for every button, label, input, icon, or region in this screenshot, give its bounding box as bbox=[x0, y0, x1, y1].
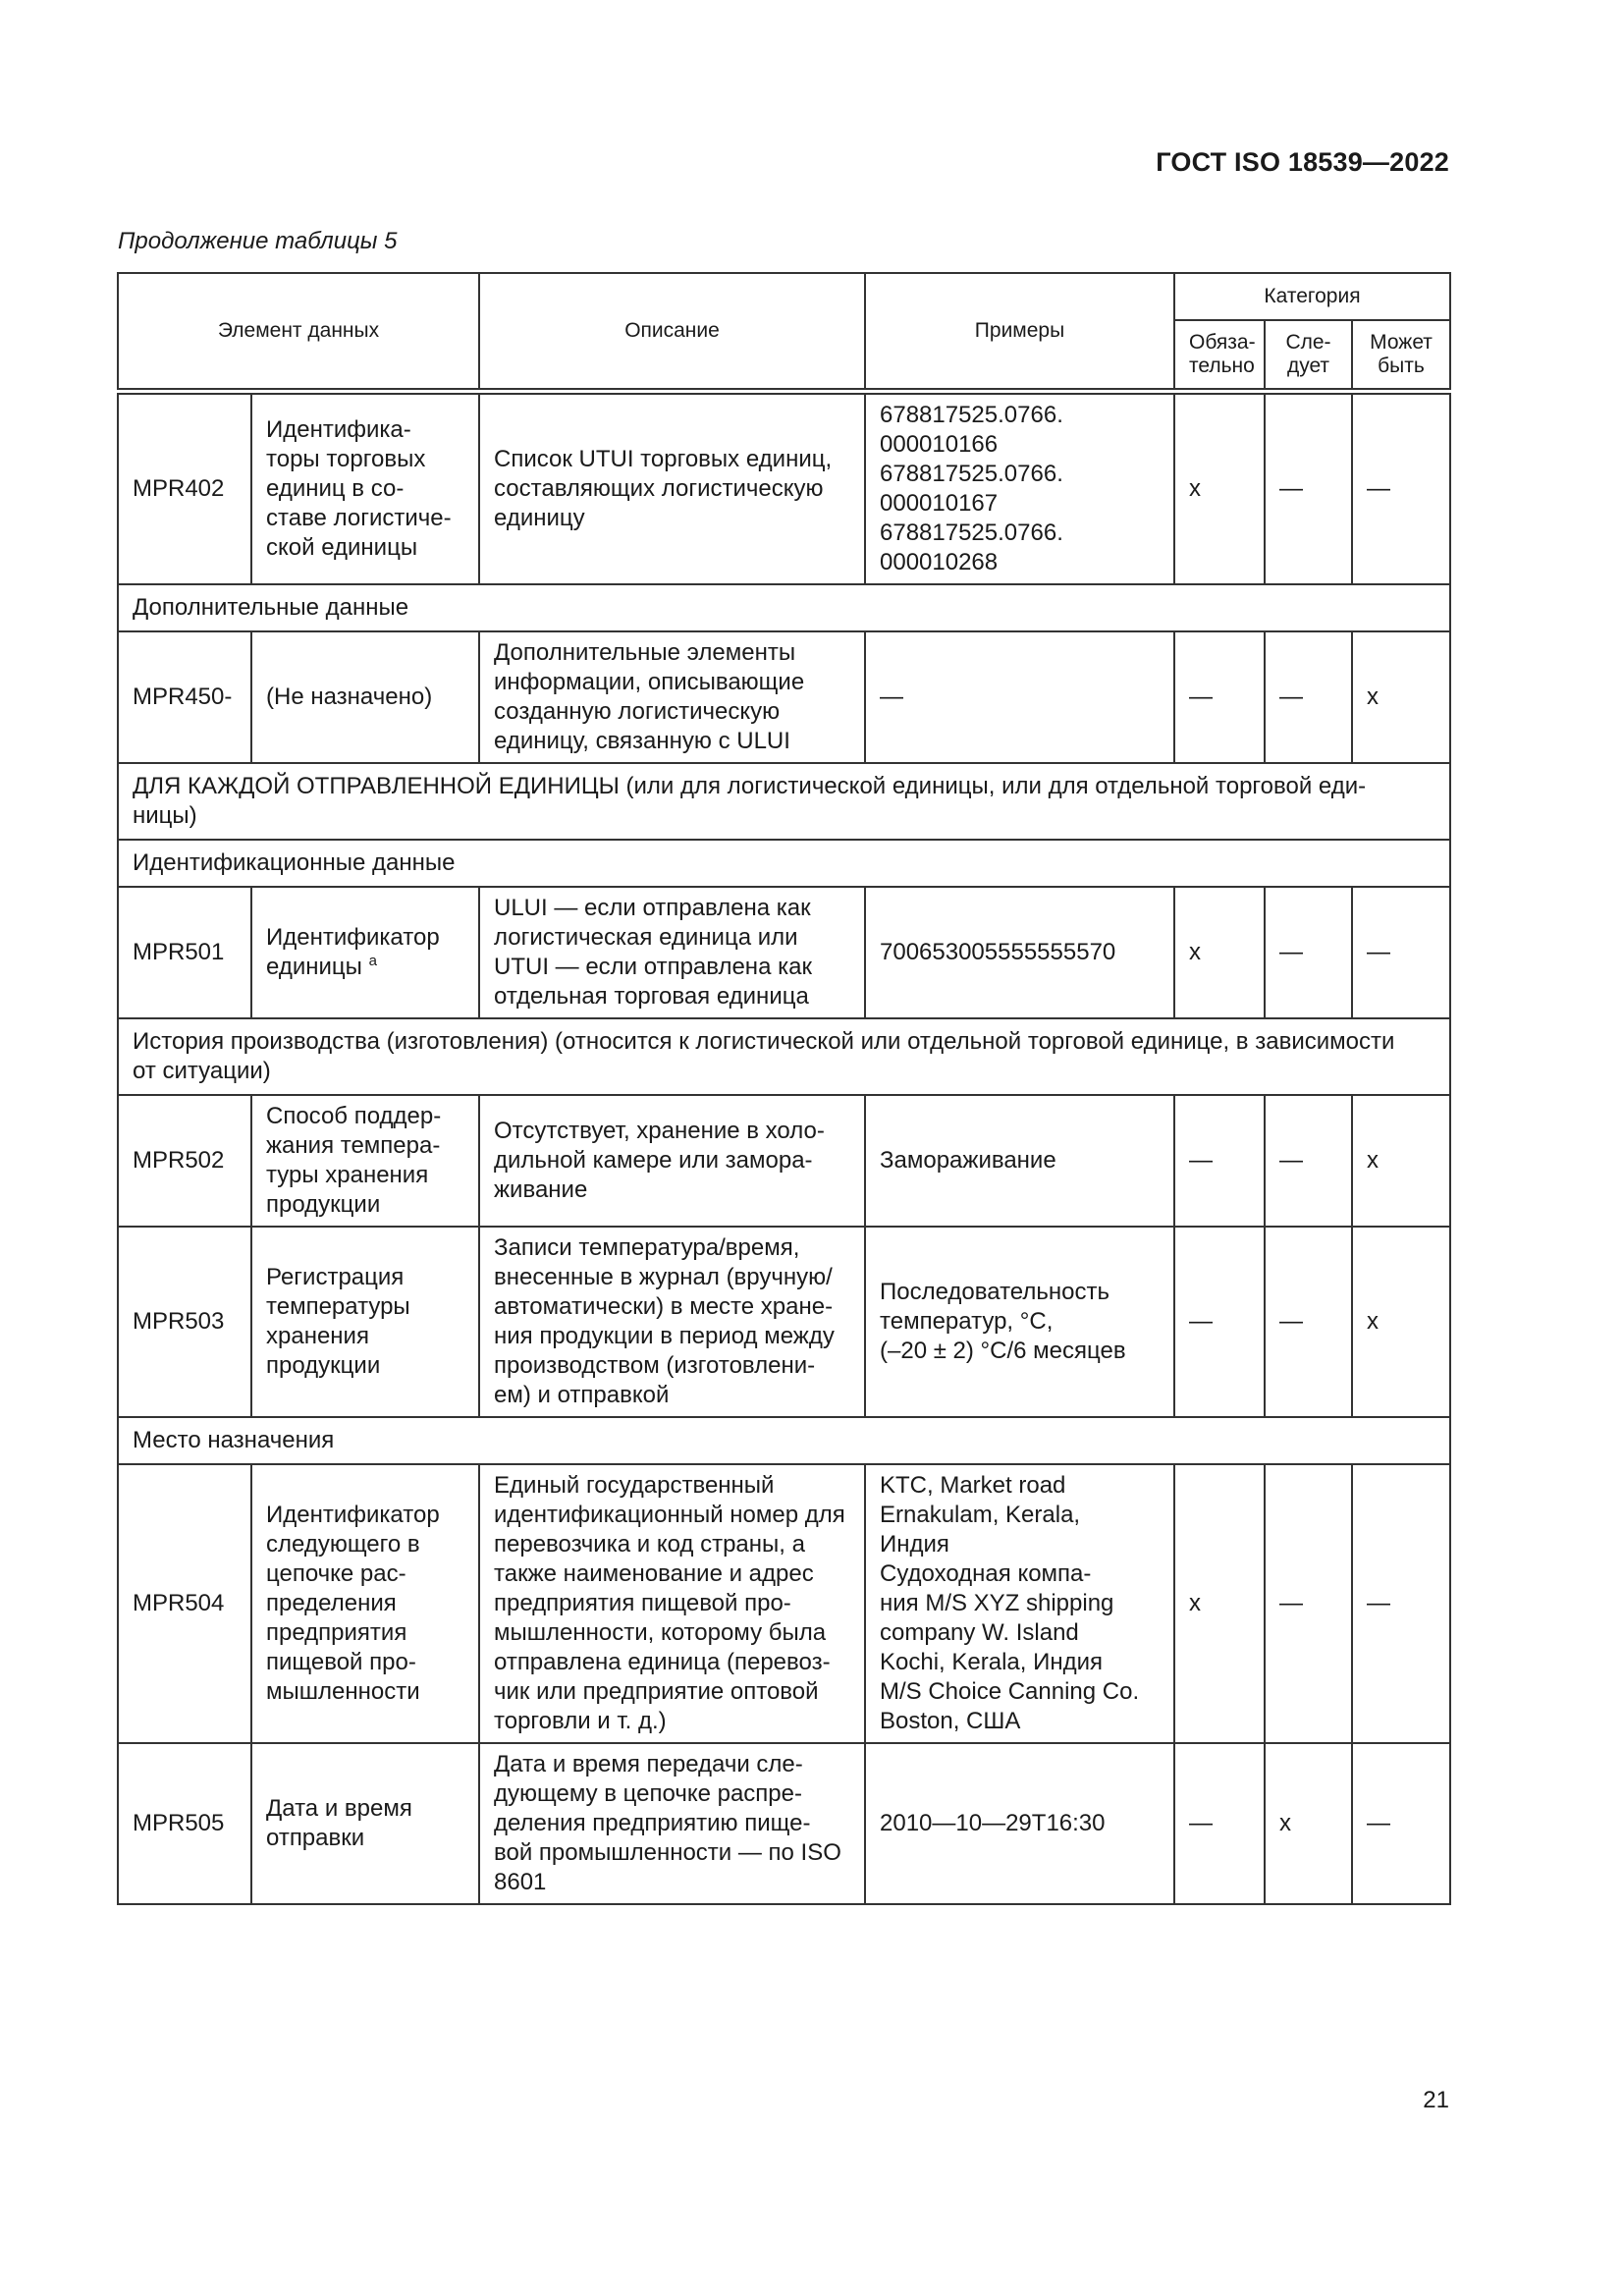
category-may: — bbox=[1352, 1464, 1450, 1743]
table-row bbox=[118, 631, 1450, 763]
category-may: — bbox=[1352, 394, 1450, 584]
element-description: Список UTUI торговых единиц, составляющих логистическую единицу bbox=[479, 394, 865, 584]
category-should: — bbox=[1265, 394, 1352, 584]
element-description: Единый государственный идентификационный номер для перевозчика и код страны, а также наименование и адрес предприятия пищевой про- мышленности, которому была отправлена единица (перевоз- чик или предприятие оптовой торговли и т. д.) bbox=[479, 1464, 865, 1743]
element-name: Регистрация температуры хранения продукции bbox=[251, 1227, 479, 1417]
header-should: Сле- дует bbox=[1265, 320, 1352, 389]
element-description: Записи температура/время, внесенные в журнал (вручную/ автоматически) в месте хране- ния продукции в период между производством (изготовлени- ем) и отправкой bbox=[479, 1227, 865, 1417]
element-name: Идентификатор следующего в цепочке рас- пределения предприятия пищевой про- мышленности bbox=[251, 1464, 479, 1743]
header-mandatory: Обяза- тельно bbox=[1174, 320, 1265, 389]
category-should: — bbox=[1265, 1464, 1352, 1743]
category-mandatory: — bbox=[1174, 1227, 1265, 1417]
element-code: MPR504 bbox=[118, 1464, 251, 1743]
element-name: (Не назначено) bbox=[251, 631, 479, 763]
category-mandatory: x bbox=[1174, 1464, 1265, 1743]
header-description: Описание bbox=[479, 273, 865, 389]
section-title: Место назначения bbox=[118, 1417, 1450, 1464]
table-caption: Продолжение таблицы 5 bbox=[118, 228, 398, 254]
element-examples: KTC, Market road Ernakulam, Kerala, Индия Судоходная компа- ния M/S XYZ shipping company W. Island Kochi, Kerala, Индия M/S Choice Canning Co. Boston, США bbox=[865, 1464, 1174, 1743]
element-examples: 700653005555555570 bbox=[865, 887, 1174, 1018]
element-examples: 2010—10—29T16:30 bbox=[865, 1743, 1174, 1904]
category-may: — bbox=[1352, 1743, 1450, 1904]
category-mandatory: x bbox=[1174, 887, 1265, 1018]
element-description: Дата и время передачи сле- дующему в цепочке распре- деления предприятию пище- вой промышленности — по ISO 8601 bbox=[479, 1743, 865, 1904]
element-code: MPR450- bbox=[118, 631, 251, 763]
category-may: x bbox=[1352, 1227, 1450, 1417]
category-mandatory: — bbox=[1174, 1095, 1265, 1227]
element-examples: Замораживание bbox=[865, 1095, 1174, 1227]
element-description: Дополнительные элементы информации, описывающие созданную логистическую единицу, связанную с ULUI bbox=[479, 631, 865, 763]
section-row bbox=[118, 1417, 1450, 1464]
category-mandatory: — bbox=[1174, 1743, 1265, 1904]
category-should: — bbox=[1265, 631, 1352, 763]
element-code: MPR503 bbox=[118, 1227, 251, 1417]
table-row bbox=[118, 1464, 1450, 1743]
element-examples: — bbox=[865, 631, 1174, 763]
category-mandatory: x bbox=[1174, 394, 1265, 584]
category-may: — bbox=[1352, 887, 1450, 1018]
category-should: — bbox=[1265, 1227, 1352, 1417]
category-may: x bbox=[1352, 1095, 1450, 1227]
section-title: ДЛЯ КАЖДОЙ ОТПРАВЛЕННОЙ ЕДИНИЦЫ (или для логистической единицы, или для отдельной торговой еди- ницы) bbox=[118, 763, 1450, 840]
table-row bbox=[118, 1743, 1450, 1904]
element-examples: Последовательность температур, °C, (–20 ± 2) °C/6 месяцев bbox=[865, 1227, 1174, 1417]
category-mandatory: — bbox=[1174, 631, 1265, 763]
header-may: Может быть bbox=[1352, 320, 1450, 389]
category-may: x bbox=[1352, 631, 1450, 763]
section-row bbox=[118, 840, 1450, 887]
element-name: Идентифика- торы торговых единиц в со- ставе логистиче- ской единицы bbox=[251, 394, 479, 584]
header-category: Категория bbox=[1174, 273, 1450, 320]
page-number: 21 bbox=[1423, 2087, 1449, 2113]
element-code: MPR502 bbox=[118, 1095, 251, 1227]
section-title: Идентификационные данные bbox=[118, 840, 1450, 887]
element-description: Отсутствует, хранение в холо- дильной камере или замора- живание bbox=[479, 1095, 865, 1227]
table-row bbox=[118, 1095, 1450, 1227]
section-title: История производства (изготовления) (относится к логистической или отдельной торговой единице, в зависимости от ситуации) bbox=[118, 1018, 1450, 1095]
element-name bbox=[251, 887, 479, 1018]
table-row bbox=[118, 1227, 1450, 1417]
document-header: ГОСТ ISO 18539—2022 bbox=[1156, 147, 1449, 177]
category-should: — bbox=[1265, 1095, 1352, 1227]
element-code: MPR501 bbox=[118, 887, 251, 1018]
header-element: Элемент данных bbox=[118, 273, 479, 389]
section-row bbox=[118, 763, 1450, 840]
section-title: Дополнительные данные bbox=[118, 584, 1450, 631]
element-name: Способ поддер- жания темпера- туры хранения продукции bbox=[251, 1095, 479, 1227]
table-row bbox=[118, 887, 1450, 1018]
section-row bbox=[118, 1018, 1450, 1095]
section-row bbox=[118, 584, 1450, 631]
footnote-marker: a bbox=[368, 953, 377, 969]
element-examples: 678817525.0766. 000010166 678817525.0766. 000010167 678817525.0766. 000010268 bbox=[865, 394, 1174, 584]
data-table bbox=[117, 272, 1451, 1905]
element-code: MPR402 bbox=[118, 394, 251, 584]
table-body bbox=[118, 394, 1450, 1904]
category-should: — bbox=[1265, 887, 1352, 1018]
table-row bbox=[118, 394, 1450, 584]
element-code: MPR505 bbox=[118, 1743, 251, 1904]
category-should: x bbox=[1265, 1743, 1352, 1904]
element-description: ULUI — если отправлена как логистическая единица или UTUI — если отправлена как отдельная торговая единица bbox=[479, 887, 865, 1018]
element-name-text: Идентификатор единицы bbox=[266, 924, 440, 980]
header-examples: Примеры bbox=[865, 273, 1174, 389]
element-name: Дата и время отправки bbox=[251, 1743, 479, 1904]
